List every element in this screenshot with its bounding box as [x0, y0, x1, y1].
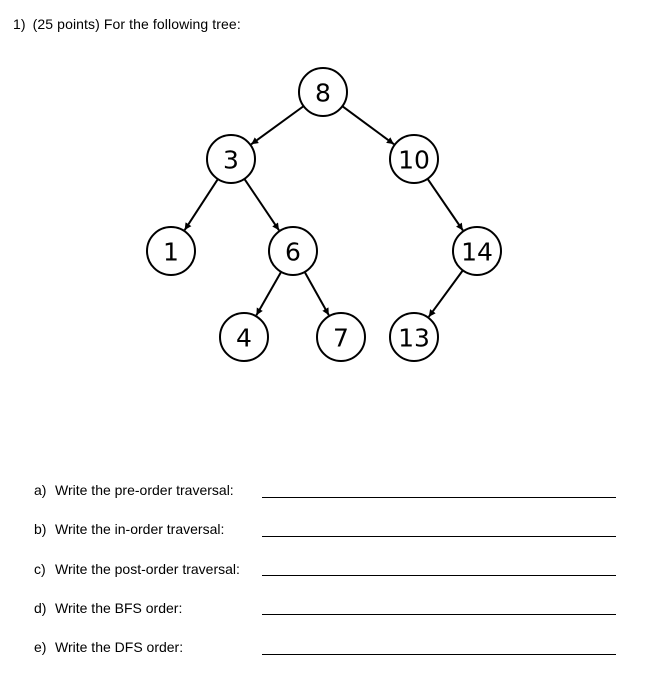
part-d-answer-line[interactable]	[262, 614, 616, 615]
tree-edge	[429, 270, 463, 316]
part-e-letter: e)	[34, 639, 47, 655]
part-d-text: Write the BFS order:	[55, 600, 183, 616]
tree-nodes	[147, 68, 501, 361]
tree-node-13	[390, 313, 438, 361]
part-c-answer-line[interactable]	[262, 575, 616, 576]
tree-node-label: 3	[223, 145, 239, 175]
part-c-text: Write the post-order traversal:	[55, 561, 240, 577]
tree-edge	[342, 106, 394, 144]
question-text: (25 points) For the following tree:	[32, 16, 241, 32]
tree-node-label: 10	[398, 145, 430, 175]
tree-edge	[256, 272, 281, 315]
tree-node-14	[453, 227, 501, 275]
part-a-text: Write the pre-order traversal:	[55, 482, 234, 498]
tree-node-3	[207, 135, 255, 183]
part-b-letter: b)	[34, 521, 47, 537]
tree-node-1	[147, 227, 195, 275]
tree-node-4	[220, 313, 268, 361]
tree-node-label: 6	[285, 237, 301, 267]
tree-node-6	[269, 227, 317, 275]
part-c-letter: c)	[34, 561, 46, 577]
question-number: 1)	[13, 16, 26, 32]
part-e-text: Write the DFS order:	[55, 639, 184, 655]
part-b-text: Write the in-order traversal:	[55, 521, 225, 537]
tree-node-label: 13	[398, 323, 430, 353]
tree-node-label: 7	[333, 323, 349, 353]
part-a-letter: a)	[34, 482, 47, 498]
part-e-answer-line[interactable]	[262, 654, 616, 655]
tree-node-8	[299, 68, 347, 116]
tree-node-label: 4	[236, 323, 252, 353]
tree-edge	[305, 272, 329, 315]
part-d-letter: d)	[34, 600, 47, 616]
part-b-answer-line[interactable]	[262, 536, 616, 537]
tree-node-7	[317, 313, 365, 361]
tree-edge	[251, 106, 303, 144]
tree-node-10	[390, 135, 438, 183]
tree-node-label: 8	[315, 78, 331, 108]
tree-node-label: 14	[461, 237, 493, 267]
tree-node-label: 1	[163, 237, 179, 267]
tree-edge	[428, 179, 463, 231]
tree-edge	[244, 179, 279, 230]
part-a-answer-line[interactable]	[262, 497, 616, 498]
tree-edge	[185, 179, 218, 230]
